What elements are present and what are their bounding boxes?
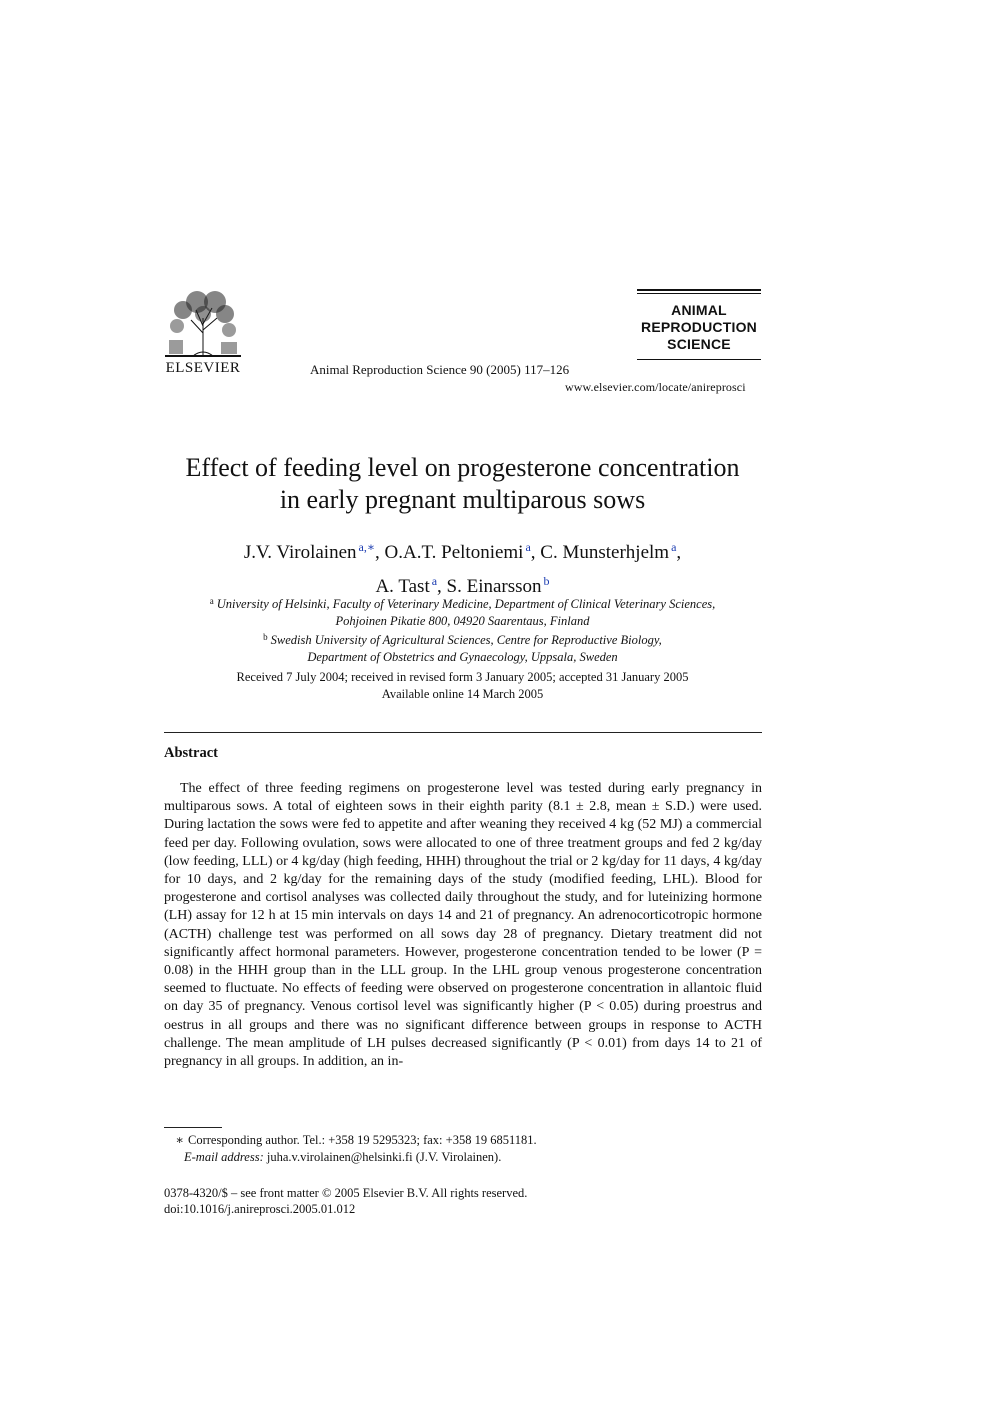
author-affiliation-mark[interactable]: a bbox=[525, 540, 531, 554]
author-separator: , bbox=[530, 542, 541, 563]
abstract-text: The effect of three feeding regimens on progesterone level was tested during early pregnancy in multiparous sows. A total of eighteen sows in their eighth parity (8.1 ± 2.8, mean ± S.D.) were used. During lactation the sows were fed to appetite and after weaning they received 4 kg (52 MJ) a commercial feed per day. Following ovulation, sows were allocated to one of three treatment groups and fed 2 kg/day (low feeding, LLL) or 4 kg/day (high feeding, HHH) throughout the trial or 2 kg/day for 11 days, 4 kg/day for 10 days, and 2 kg/day for the remaining days of the study (modified feeding, LHL). Blood for progesterone and cortisol analyses was collected daily throughout the study, and for luteinizing hormone (LH) assay for 12 h at 15 min intervals on days 14 and 21 of pregnancy. An adrenocorticotropic hormone (ACTH) challenge test was performed on all sows day 28 of pregnancy. Dietary treatment did not significantly affect hormonal parameters. However, progesterone concentration tended to be lower (P = 0.08) in the HHH group than in the LLL group. In the LHL group venous progesterone concentration seemed to fluctuate. No effects of feeding were observed on progesterone concentration in allantoic fluid on day 35 of pregnancy. Venous cortisol level was significantly higher (P < 0.05) during proestrus and oestrus in all groups and there was no significant difference between groups in response to ACTH challenge. The mean amplitude of LH pulses decreased significantly (P < 0.01) from days 14 to 21 of pregnancy in all groups. In addition, an in- bbox=[164, 781, 762, 1070]
author-affiliation-mark[interactable]: a bbox=[671, 540, 677, 554]
journal-brand-title bbox=[637, 302, 761, 353]
elsevier-logo bbox=[163, 288, 243, 377]
affiliation-text: University of Helsinki, Faculty of Veterinary Medicine, Department of Clinical Veterinary Sciences, bbox=[216, 597, 716, 611]
doi-line[interactable]: doi:10.1016/j.anireprosci.2005.01.012 bbox=[164, 1202, 356, 1216]
author-name: O.A.T. Peltoniemi bbox=[384, 542, 524, 563]
author-name: S. Einarsson bbox=[446, 576, 542, 597]
footnote-line-2 bbox=[164, 1149, 764, 1166]
journal-brand bbox=[637, 289, 761, 362]
affiliation-b-line-1 bbox=[150, 629, 775, 649]
copyright-line: 0378-4320/$ – see front matter © 2005 Elsevier B.V. All rights reserved. bbox=[164, 1186, 528, 1200]
footnote-line-1 bbox=[164, 1132, 764, 1149]
brand-line-1: ANIMAL bbox=[671, 302, 727, 318]
brand-rule-top bbox=[637, 289, 761, 291]
author-affiliation-mark[interactable]: b bbox=[543, 574, 550, 588]
article-title bbox=[150, 452, 775, 516]
section-divider bbox=[164, 732, 762, 733]
affiliations bbox=[150, 593, 775, 665]
affiliation-a-line-1 bbox=[150, 593, 775, 613]
journal-citation: Animal Reproduction Science 90 (2005) 117–126 bbox=[310, 362, 570, 377]
available-online: Available online 14 March 2005 bbox=[381, 687, 544, 701]
author-name: J.V. Virolainen bbox=[243, 542, 357, 563]
author-name: A. Tast bbox=[375, 576, 430, 597]
title-line-2: in early pregnant multiparous sows bbox=[279, 485, 646, 514]
author-separator: , bbox=[437, 576, 447, 597]
author-affiliation-mark[interactable]: a,∗ bbox=[358, 540, 375, 554]
copyright-block bbox=[164, 1185, 527, 1217]
footnote-star: ∗ bbox=[175, 1133, 184, 1147]
affiliation-text: Swedish University of Agricultural Sciences, Centre for Reproductive Biology, bbox=[270, 633, 662, 647]
author-list bbox=[150, 533, 775, 601]
article-history bbox=[150, 669, 775, 703]
author-name: C. Munsterhjelm bbox=[540, 542, 670, 563]
author-separator: , bbox=[676, 542, 682, 563]
affiliation-a-line-2: Pohjoinen Pikatie 800, 04920 Saarentaus, Finland bbox=[335, 613, 590, 628]
email-address[interactable]: juha.v.virolainen@helsinki.fi (J.V. Virolainen). bbox=[266, 1150, 502, 1164]
footnote-contact: Corresponding author. Tel.: +358 19 5295323; fax: +358 19 6851181. bbox=[188, 1133, 537, 1147]
brand-rule-top-thin bbox=[637, 293, 761, 294]
author-line-1 bbox=[150, 533, 775, 567]
email-label: E-mail address: bbox=[184, 1150, 264, 1164]
author-separator: , bbox=[375, 542, 385, 563]
affiliation-b-line-2: Department of Obstetrics and Gynaecology, Uppsala, Sweden bbox=[307, 649, 618, 664]
corresponding-author-footnote bbox=[164, 1132, 764, 1166]
author-affiliation-mark[interactable]: a bbox=[431, 574, 438, 588]
footnote-rule bbox=[164, 1127, 222, 1128]
publisher-name: ELSEVIER bbox=[165, 360, 241, 376]
received-dates: Received 7 July 2004; received in revised form 3 January 2005; accepted 31 January 2005 bbox=[236, 670, 689, 684]
brand-line-3: SCIENCE bbox=[667, 336, 731, 352]
title-line-1: Effect of feeding level on progesterone concentration bbox=[185, 453, 740, 482]
affiliation-mark: b bbox=[263, 632, 268, 642]
brand-rule-bottom bbox=[637, 359, 761, 360]
affiliation-mark: a bbox=[209, 596, 214, 606]
journal-url[interactable]: www.elsevier.com/locate/anireprosci bbox=[565, 380, 746, 394]
brand-line-2: REPRODUCTION bbox=[641, 319, 757, 335]
abstract-heading: Abstract bbox=[164, 745, 218, 761]
elsevier-tree-icon bbox=[163, 288, 243, 358]
